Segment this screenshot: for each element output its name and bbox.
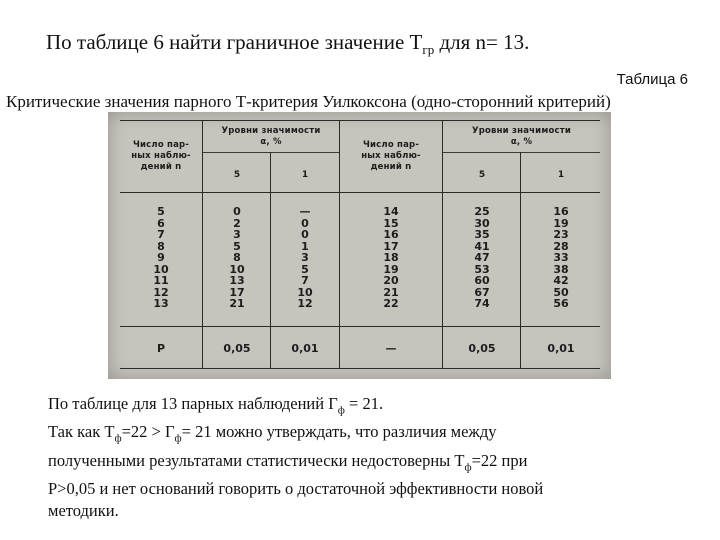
heading-text-end: для n= 13. <box>434 30 530 54</box>
p-row-right-5: 0,05 <box>468 342 496 355</box>
p-row-top-rule <box>120 326 600 327</box>
p-row-label: P <box>156 342 166 355</box>
right-t5-column: 25 30 35 41 47 53 60 67 74 <box>474 205 490 310</box>
left-level-1: 1 <box>301 170 309 180</box>
p-row-left-1: 0,01 <box>291 342 319 355</box>
left-t1-column: — 0 0 1 3 5 7 10 12 <box>297 205 313 310</box>
col-divider-3 <box>339 120 340 368</box>
right-level-rule <box>442 152 600 153</box>
header-bottom-rule <box>120 192 600 193</box>
right-level-header: Уровни значимости α, % <box>471 126 572 147</box>
p-row-left-5: 0,05 <box>223 342 251 355</box>
p-row-right-n: — <box>385 342 397 355</box>
right-level-5: 5 <box>478 170 486 180</box>
solution-text <box>48 393 543 522</box>
solution-line-5: методики. <box>48 500 119 520</box>
table-number: Таблица 6 <box>616 71 688 88</box>
left-t5-column: 0 2 3 5 8 10 13 17 21 <box>229 205 245 310</box>
right-n-column: 14 15 16 17 18 19 20 21 22 <box>383 205 399 310</box>
left-n-column: 5 6 7 8 9 10 11 12 13 <box>153 205 169 310</box>
col-divider-4 <box>442 120 443 368</box>
heading-subscript: гр <box>422 42 435 58</box>
right-t1-column: 16 19 23 28 33 38 42 50 56 <box>553 205 569 310</box>
col-divider-1 <box>202 120 203 368</box>
left-level-5: 5 <box>233 170 241 180</box>
solution-line-2: Так как $Т_ф=22 > Г_ф= 21$ можно утверждать, что различия между <box>48 422 497 445</box>
table-bottom-rule <box>120 368 600 369</box>
table-top-rule <box>120 120 600 121</box>
page-heading <box>46 30 529 58</box>
col-divider-2 <box>270 152 271 368</box>
right-n-header: Число пар- ных наблю- дений n <box>361 140 421 172</box>
p-row-right-1: 0,01 <box>547 342 575 355</box>
solution-line-3: полученными результатами статистически недостоверны $Т_ф=22$ при <box>48 450 528 473</box>
critical-values-table <box>120 120 600 370</box>
col-divider-5 <box>520 152 521 368</box>
scanned-table-image <box>108 112 611 379</box>
right-level-1: 1 <box>557 170 565 180</box>
left-level-header: Уровни значимости α, % <box>221 126 321 147</box>
heading-text-start: По таблице 6 найти граничное значение Т <box>46 30 423 54</box>
solution-line-1: По таблице для 13 парных наблюдений $Г_ф = 21$. <box>48 394 384 417</box>
table-title: Критические значения парного Т-критерия Уилкоксона (одно-сторонний критерий) <box>6 92 611 111</box>
left-n-header: Число пар- ных наблю- дений n <box>131 140 191 172</box>
solution-line-4: P>0,05 и нет оснований говорить о достаточной эффективности новой <box>48 478 544 498</box>
